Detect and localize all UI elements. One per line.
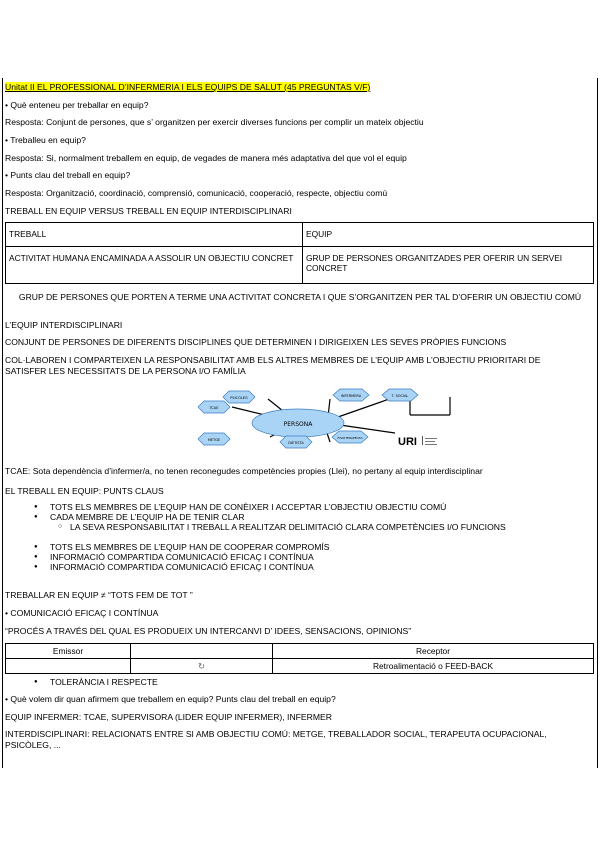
- table-cell: [6, 659, 131, 674]
- table-row: [6, 223, 594, 247]
- question-1: • Què enteneu per treballar en equip?: [5, 100, 149, 110]
- table-row: [6, 247, 594, 284]
- key-points-heading: EL TREBALL EN EQUIP: PUNTS CLAUS: [5, 486, 164, 496]
- page-left-border: [2, 78, 3, 768]
- fisioterapeuta-label: FISIOTERAPEUTA: [337, 436, 363, 440]
- tolerance-list: [30, 677, 570, 687]
- tcae-note: TCAE: Sota dependència d’infermer/a, no tenen reconegudes competències propies (Llei), no pertany al equip interdisciplinar: [5, 466, 483, 476]
- list-item: ● INFORMACIÓ COMPARTIDA COMUNICACIÓ EFICAÇ I CONTÍNUA: [30, 552, 590, 562]
- persona-label: PERSONA: [283, 421, 313, 428]
- versus-table: [5, 222, 594, 284]
- page-title: Unitat II EL PROFESSIONAL D’INFERMERIA I ELS EQUIPS DE SALUT (45 PREGUNTAS V/F): [5, 82, 371, 92]
- question-3: • Punts clau del treball en equip?: [5, 170, 131, 180]
- proces-line: “PROCÉS A TRAVÉS DEL QUAL ES PRODUEIX UN INTERCANVI D’ IDEES, SENSACIONS, OPINIONS”: [5, 626, 412, 636]
- uri-logo: [398, 436, 437, 448]
- infermera-label: INFERMERA: [340, 394, 362, 398]
- interdisciplinary-definition: CONJUNT DE PERSONES DE DIFERENTS DISCIPLINES QUE DETERMINEN I DIRIGEIXEN LES SEVES PRÒPIES FUNCIONS: [5, 337, 507, 347]
- table-header-cell: Emissor: [6, 644, 131, 659]
- page-right-border: [597, 78, 598, 768]
- cycle-icon: ↻: [131, 659, 273, 674]
- key-points-list: [30, 502, 590, 572]
- versus-heading: TREBALL EN EQUIP VERSUS TREBALL EN EQUIP INTERDISCIPLINARI: [5, 206, 292, 216]
- table-header-cell: Receptor: [273, 644, 594, 659]
- list-item: ● TOTS ELS MEMBRES DE L’EQUIP HAN DE CONÈIXER I ACCEPTAR L’OBJECTIU OBJECTIU COMÚ: [30, 502, 590, 512]
- table-header-cell: TREBALL: [6, 223, 303, 247]
- list-item: ● INFORMACIÓ COMPARTIDA COMUNICACIÓ EFICAÇ I CONTÍNUA: [30, 562, 590, 572]
- communication-table: [5, 643, 594, 674]
- tcae-label: TCAE: [209, 406, 219, 410]
- equip-infermer: EQUIP INFERMER: TCAE, SUPERVISORA (LIDER EQUIP INFERMER), INFERMER: [5, 712, 332, 722]
- table-row: [6, 644, 594, 659]
- final-question: • Què volem dir quan afirmem que treballem en equip? Punts clau del treball en equip?: [5, 694, 336, 704]
- list-item: ● CADA MEMBRE DE L’EQUIP HA DE TENIR CLAR: [30, 512, 590, 522]
- treballar-line: TREBALLAR EN EQUIP ≠ “TOTS FEM DE TOT ”: [5, 590, 193, 600]
- interdisciplinary-collaboration: COL·LABOREN I COMPARTEIXEN LA RESPONSABILITAT AMB ELS ALTRES MEMBRES DE L’EQUIP AMB L’OBJECTIU PRIORITARI DE SATISFER LES NECESSITATS DE LA PERSONA I/O FAMÍLIA: [5, 355, 541, 376]
- list-item: ● TOLERÀNCIA I RESPECTE: [30, 677, 570, 687]
- answer-3: Resposta: Organització, coordinació, comprensió, comunicació, cooperació, respecte, objectiu comú: [5, 188, 388, 198]
- t-social-label: T. SOCIAL: [391, 394, 409, 398]
- list-item: ○ LA SEVA RESPONSABILITAT I TREBALL A REALITZAR DELIMITACIÓ CLARA COMPETÈNCIES I/O FUNCIONS: [30, 522, 590, 532]
- table-cell: GRUP DE PERSONES ORGANITZADES PER OFERIR UN SERVEI CONCRET: [303, 247, 594, 284]
- table-header-cell: EQUIP: [303, 223, 594, 247]
- comunicacio-line: • COMUNICACIÓ EFICAÇ I CONTÍNUA: [5, 608, 159, 618]
- psicoleg-label: PSICÒLEG: [230, 396, 248, 400]
- table-row: [6, 659, 594, 674]
- metge-label: METGE: [207, 438, 221, 442]
- answer-1: Resposta: Conjunt de persones, que s’ organitzen per exercir diverses funcions per complir un mateix objectiu: [5, 117, 424, 127]
- interdisciplinary-heading: L’EQUIP INTERDISCIPLINARI: [5, 320, 123, 330]
- team-diagram: [180, 385, 580, 450]
- table-header-cell: [131, 644, 273, 659]
- question-2: • Treballeu en equip?: [5, 135, 86, 145]
- logo-text: URI: [398, 436, 417, 448]
- interdisciplinary-final: INTERDISCIPLINARI: RELACIONATS ENTRE SI AMB OBJECTIU COMÚ: METGE, TREBALLADOR SOCIAL, TERAPEUTA OCUPACIONAL, PSICÒLEG, ...: [5, 729, 547, 750]
- answer-2: Resposta: Si, normalment treballem en equip, de vegades de manera més adaptativa del que vol el equip: [5, 153, 407, 163]
- table-cell: Retroalimentació o FEED-BACK: [273, 659, 594, 674]
- group-definition: GRUP DE PERSONES QUE PORTEN A TERME UNA ACTIVITAT CONCRETA I QUE S’ORGANITZEN PER TAL D’OFERIR UN OBJECTIU COMÚ: [18, 292, 582, 302]
- table-cell: ACTIVITAT HUMANA ENCAMINADA A ASSOLIR UN OBJECTIU CONCRET: [6, 247, 303, 284]
- list-item: ● TOTS ELS MEMBRES DE L’EQUIP HAN DE COOPERAR COMPROMÍS: [30, 542, 590, 552]
- dietista-label: DIETISTA: [288, 441, 304, 445]
